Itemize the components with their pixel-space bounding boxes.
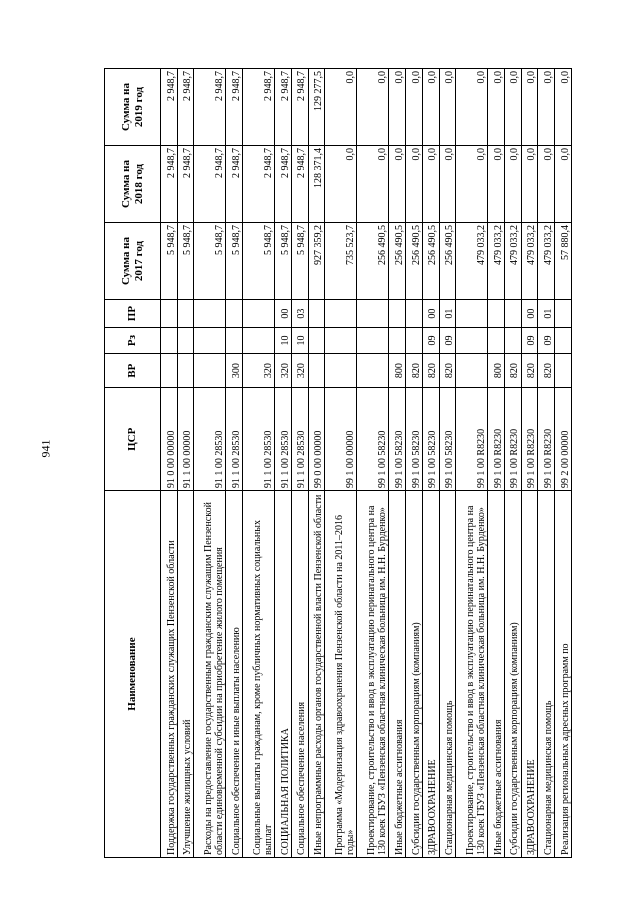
cell-rz: 09: [538, 328, 555, 354]
cell-sum-2019: 0,0: [456, 69, 488, 146]
header-sum-2018: Сумма на 2018 год: [105, 146, 161, 223]
cell-rz: [488, 328, 505, 354]
cell-sum-2017: 927 359,2: [308, 223, 325, 300]
cell-rz: [406, 328, 423, 354]
cell-sum-2018: 2 948,7: [161, 146, 178, 223]
cell-csr: 99 1 00 00000: [325, 388, 357, 491]
cell-sum-2019: 0,0: [538, 69, 555, 146]
cell-sum-2018: 0,0: [555, 146, 572, 223]
cell-name: Иные непрограммные расходы органов государственной власти Пензенской области: [308, 491, 325, 858]
cell-name: СОЦИАЛЬНАЯ ПОЛИТИКА: [275, 491, 292, 858]
cell-vr: [308, 353, 325, 388]
cell-sum-2017: 735 523,7: [325, 223, 357, 300]
cell-name: Улучшение жилищных условий: [177, 491, 194, 858]
cell-vr: 820: [406, 353, 423, 388]
cell-pr: [177, 299, 194, 327]
cell-sum-2017: 256 490,5: [422, 223, 439, 300]
table-row: [357, 69, 389, 858]
cell-rz: [555, 328, 572, 354]
cell-pr: 00: [422, 299, 439, 327]
cell-sum-2019: 2 948,7: [161, 69, 178, 146]
cell-rz: [243, 328, 275, 354]
header-sum-2017: Сумма на 2017 год: [105, 223, 161, 300]
cell-csr: 99 1 00 58230: [439, 388, 456, 491]
table-row: [521, 69, 538, 858]
cell-sum-2019: 2 948,7: [226, 69, 243, 146]
cell-sum-2018: 0,0: [456, 146, 488, 223]
cell-csr: 99 1 00 58230: [389, 388, 406, 491]
cell-pr: [243, 299, 275, 327]
cell-name: ЗДРАВООХРАНЕНИЕ: [422, 491, 439, 858]
cell-vr: [325, 353, 357, 388]
cell-csr: 99 1 00 R8230: [456, 388, 488, 491]
cell-sum-2017: 5 948,7: [275, 223, 292, 300]
cell-sum-2019: 2 948,7: [291, 69, 308, 146]
cell-rz: [357, 328, 389, 354]
cell-rz: [194, 328, 226, 354]
cell-csr: 91 1 00 28530: [226, 388, 243, 491]
cell-sum-2018: 0,0: [406, 146, 423, 223]
cell-pr: [325, 299, 357, 327]
cell-sum-2017: 479 033,2: [521, 223, 538, 300]
table-row: [488, 69, 505, 858]
cell-sum-2017: 5 948,7: [177, 223, 194, 300]
cell-name: Реализация региональных адресных программ по: [555, 491, 572, 858]
cell-sum-2019: 0,0: [325, 69, 357, 146]
cell-name: Проектирование, строительство и ввод в эксплуатацию перинатального центра на 130 коек ГБУЗ «Пензенская областная клиническая больница им. Н.Н. Бурденко»: [456, 491, 488, 858]
table-body: [161, 69, 572, 858]
cell-vr: [555, 353, 572, 388]
cell-pr: [308, 299, 325, 327]
cell-sum-2018: 0,0: [521, 146, 538, 223]
cell-sum-2019: 2 948,7: [243, 69, 275, 146]
cell-rz: 09: [521, 328, 538, 354]
table-row: [439, 69, 456, 858]
cell-csr: 99 1 00 58230: [357, 388, 389, 491]
cell-sum-2018: 128 371,4: [308, 146, 325, 223]
cell-rz: [177, 328, 194, 354]
cell-rz: 10: [291, 328, 308, 354]
cell-sum-2019: 2 948,7: [194, 69, 226, 146]
cell-sum-2019: 129 277,5: [308, 69, 325, 146]
table-row: [538, 69, 555, 858]
cell-name: Субсидии государственным корпорациям (компаниям): [406, 491, 423, 858]
cell-pr: [194, 299, 226, 327]
cell-vr: [357, 353, 389, 388]
table-row: [161, 69, 178, 858]
cell-sum-2019: 0,0: [422, 69, 439, 146]
table-row: [325, 69, 357, 858]
cell-name: Стационарная медицинская помощь: [439, 491, 456, 858]
table-container: [104, 68, 572, 858]
cell-sum-2017: 479 033,2: [538, 223, 555, 300]
cell-csr: 91 1 00 28530: [243, 388, 275, 491]
cell-sum-2017: 479 033,2: [456, 223, 488, 300]
cell-name: Иные бюджетные ассигнования: [488, 491, 505, 858]
cell-name: Проектирование, строительство и ввод в эксплуатацию перинатального центра на 130 коек ГБУЗ «Пензенская областная клиническая больница им. Н.Н. Бурденко»: [357, 491, 389, 858]
cell-sum-2018: 2 948,7: [275, 146, 292, 223]
cell-vr: 820: [504, 353, 521, 388]
cell-name: Программа «Модернизация здравоохранения Пензенской области на 2011–2016 годы»: [325, 491, 357, 858]
cell-name: Социальное обеспечение населения: [291, 491, 308, 858]
cell-csr: 99 0 00 00000: [308, 388, 325, 491]
table-row: [422, 69, 439, 858]
cell-name: Стационарная медицинская помощь: [538, 491, 555, 858]
cell-sum-2017: 5 948,7: [194, 223, 226, 300]
cell-sum-2018: 0,0: [488, 146, 505, 223]
cell-rz: 10: [275, 328, 292, 354]
cell-sum-2017: 5 948,7: [161, 223, 178, 300]
cell-sum-2018: 2 948,7: [194, 146, 226, 223]
table-row: [406, 69, 423, 858]
cell-csr: 99 1 00 R8230: [538, 388, 555, 491]
cell-pr: [555, 299, 572, 327]
cell-pr: 03: [291, 299, 308, 327]
cell-csr: 91 1 00 28530: [275, 388, 292, 491]
table-row: [243, 69, 275, 858]
cell-vr: 320: [243, 353, 275, 388]
cell-csr: 91 0 00 00000: [161, 388, 178, 491]
cell-sum-2018: 0,0: [504, 146, 521, 223]
cell-vr: 820: [439, 353, 456, 388]
cell-sum-2019: 0,0: [406, 69, 423, 146]
rotated-table-area: [104, 68, 572, 858]
cell-sum-2017: 256 490,5: [357, 223, 389, 300]
cell-csr: 91 1 00 28530: [291, 388, 308, 491]
cell-csr: 99 1 00 R8230: [521, 388, 538, 491]
cell-csr: 99 1 00 58230: [406, 388, 423, 491]
cell-pr: [504, 299, 521, 327]
budget-table: [104, 68, 572, 858]
cell-rz: [504, 328, 521, 354]
cell-sum-2018: 0,0: [357, 146, 389, 223]
cell-csr: 99 1 00 58230: [422, 388, 439, 491]
cell-sum-2017: 256 490,5: [389, 223, 406, 300]
cell-sum-2017: 479 033,2: [488, 223, 505, 300]
cell-vr: [194, 353, 226, 388]
header-row: [105, 69, 161, 858]
table-row: [504, 69, 521, 858]
cell-pr: [456, 299, 488, 327]
cell-pr: [357, 299, 389, 327]
cell-sum-2017: 57 880,4: [555, 223, 572, 300]
header-vr: ВР: [105, 353, 161, 388]
cell-vr: [177, 353, 194, 388]
cell-vr: 320: [275, 353, 292, 388]
cell-vr: [161, 353, 178, 388]
cell-sum-2018: 2 948,7: [243, 146, 275, 223]
cell-sum-2018: 0,0: [439, 146, 456, 223]
cell-vr: [456, 353, 488, 388]
cell-vr: 800: [488, 353, 505, 388]
cell-vr: 820: [521, 353, 538, 388]
cell-vr: 320: [291, 353, 308, 388]
cell-name: Социальные выплаты гражданам, кроме публичных нормативных социальных выплат: [243, 491, 275, 858]
cell-csr: 99 1 00 R8230: [504, 388, 521, 491]
table-row: [308, 69, 325, 858]
table-row: [194, 69, 226, 858]
cell-name: Поддержка государственных гражданских служащих Пензенской области: [161, 491, 178, 858]
cell-sum-2019: 0,0: [504, 69, 521, 146]
cell-sum-2018: 2 948,7: [177, 146, 194, 223]
cell-vr: 820: [422, 353, 439, 388]
cell-rz: 09: [422, 328, 439, 354]
cell-pr: [488, 299, 505, 327]
cell-pr: 01: [439, 299, 456, 327]
cell-name: Расходы на предоставление государственным гражданским служащим Пензенской области единовременной субсидии на приобретение жилого помещения: [194, 491, 226, 858]
cell-rz: [325, 328, 357, 354]
cell-vr: 820: [538, 353, 555, 388]
cell-pr: [226, 299, 243, 327]
cell-sum-2019: 0,0: [389, 69, 406, 146]
cell-pr: [406, 299, 423, 327]
cell-csr: 99 1 00 R8230: [488, 388, 505, 491]
cell-sum-2018: 2 948,7: [226, 146, 243, 223]
cell-name: Социальное обеспечение и иные выплаты населению: [226, 491, 243, 858]
cell-rz: [161, 328, 178, 354]
cell-pr: 00: [275, 299, 292, 327]
cell-csr: 99 2 00 00000: [555, 388, 572, 491]
cell-sum-2019: 0,0: [521, 69, 538, 146]
cell-pr: 01: [538, 299, 555, 327]
cell-rz: [456, 328, 488, 354]
cell-sum-2017: 256 490,5: [406, 223, 423, 300]
table-row: [389, 69, 406, 858]
cell-sum-2018: 0,0: [389, 146, 406, 223]
header-pr: ПР: [105, 299, 161, 327]
table-row: [456, 69, 488, 858]
header-name: Наименование: [105, 491, 161, 858]
cell-pr: [161, 299, 178, 327]
cell-sum-2017: 256 490,5: [439, 223, 456, 300]
table-row: [177, 69, 194, 858]
cell-rz: [308, 328, 325, 354]
cell-sum-2018: 0,0: [422, 146, 439, 223]
header-rz: Рз: [105, 328, 161, 354]
cell-sum-2018: 0,0: [538, 146, 555, 223]
cell-rz: [389, 328, 406, 354]
table-row: [555, 69, 572, 858]
header-csr: ЦСР: [105, 388, 161, 491]
cell-vr: 300: [226, 353, 243, 388]
cell-sum-2019: 0,0: [555, 69, 572, 146]
cell-sum-2017: 5 948,7: [291, 223, 308, 300]
cell-sum-2017: 5 948,7: [243, 223, 275, 300]
cell-sum-2019: 2 948,7: [177, 69, 194, 146]
header-sum-2019: Сумма на 2019 год: [105, 69, 161, 146]
cell-sum-2018: 2 948,7: [291, 146, 308, 223]
page-number: 941: [38, 439, 53, 458]
table-row: [291, 69, 308, 858]
cell-sum-2019: 0,0: [357, 69, 389, 146]
cell-rz: 09: [439, 328, 456, 354]
cell-name: Иные бюджетные ассигнования: [389, 491, 406, 858]
table-row: [226, 69, 243, 858]
cell-name: ЗДРАВООХРАНЕНИЕ: [521, 491, 538, 858]
cell-vr: 800: [389, 353, 406, 388]
cell-csr: 91 1 00 00000: [177, 388, 194, 491]
cell-sum-2017: 5 948,7: [226, 223, 243, 300]
table-row: [275, 69, 292, 858]
cell-csr: 91 1 00 28530: [194, 388, 226, 491]
cell-name: Субсидии государственным корпорациям (компаниям): [504, 491, 521, 858]
cell-pr: 00: [521, 299, 538, 327]
cell-sum-2017: 479 033,2: [504, 223, 521, 300]
cell-rz: [226, 328, 243, 354]
cell-pr: [389, 299, 406, 327]
cell-sum-2019: 2 948,7: [275, 69, 292, 146]
cell-sum-2018: 0,0: [325, 146, 357, 223]
cell-sum-2019: 0,0: [439, 69, 456, 146]
cell-sum-2019: 0,0: [488, 69, 505, 146]
